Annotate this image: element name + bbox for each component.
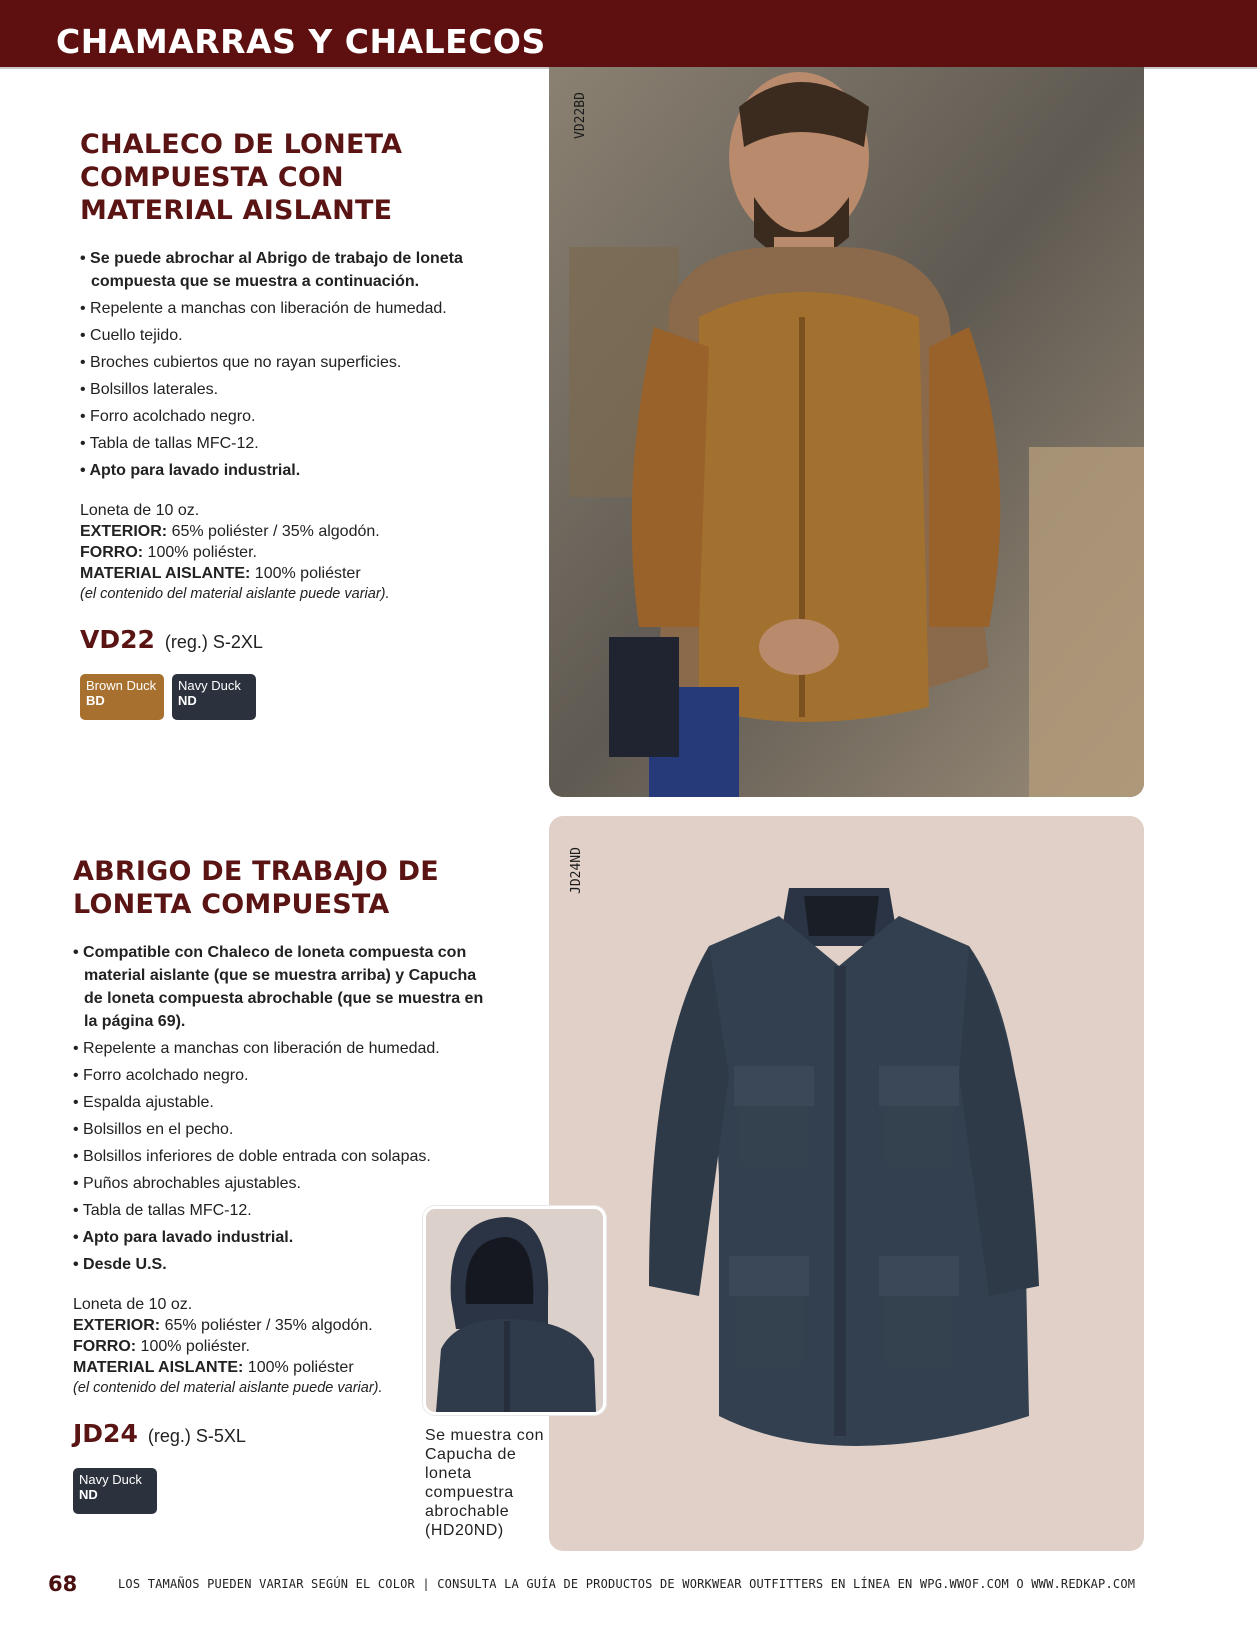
size-range: (reg.) S-5XL	[147, 1426, 246, 1446]
footer-note: LOS TAMAÑOS PUEDEN VARIAR SEGÚN EL COLOR | CONSULTA LA GUÍA DE PRODUCTOS DE WORKWEAR OUTFITTERS EN LÍNEA EN WPG.WWOF.COM O WWW.REDKAP.COM	[118, 1577, 1136, 1591]
feature-item: • Se puede abrochar al Abrigo de trabajo de loneta compuesta que se muestra a continuación.	[80, 247, 500, 293]
style-code: VD22	[80, 625, 155, 654]
fabric-specs: Loneta de 10 oz. EXTERIOR: 65% poliéster / 35% algodón. FORRO: 100% poliéster. MATERIAL AISLANTE: 100% poliéster (el contenido del material aislante puede variar).	[80, 502, 390, 602]
feature-item: • Bolsillos en el pecho.	[73, 1118, 493, 1141]
feature-item: • Cuello tejido.	[80, 324, 500, 347]
feature-item: • Tabla de tallas MFC-12.	[73, 1199, 493, 1222]
coat-product-photo	[549, 816, 1144, 1551]
vest-model-photo	[549, 67, 1144, 797]
style-code: JD24	[73, 1419, 138, 1448]
feature-item: • Repelente a manchas con liberación de humedad.	[80, 297, 500, 320]
feature-item: • Repelente a manchas con liberación de humedad.	[73, 1037, 493, 1060]
product-title-coat: ABRIGO DE TRABAJO DE LONETA COMPUESTA	[73, 856, 439, 920]
feature-item: • Apto para lavado industrial.	[80, 459, 500, 482]
swatch-navy-duck[interactable]: Navy Duck ND	[73, 1468, 157, 1514]
page-title: CHAMARRAS Y CHALECOS	[56, 22, 546, 61]
fabric-specs: Loneta de 10 oz. EXTERIOR: 65% poliéster / 35% algodón. FORRO: 100% poliéster. MATERIAL AISLANTE: 100% poliéster (el contenido del material aislante puede variar).	[73, 1296, 383, 1396]
hood-inset-photo	[423, 1206, 606, 1415]
feature-item: • Tabla de tallas MFC-12.	[80, 432, 500, 455]
size-range: (reg.) S-2XL	[164, 632, 263, 652]
style-code-line	[80, 625, 500, 654]
hood-illustration	[426, 1209, 603, 1412]
swatch-navy-duck[interactable]: Navy Duck ND	[172, 674, 256, 720]
swatch-brown-duck[interactable]: Brown Duck BD	[80, 674, 164, 720]
feature-item: • Compatible con Chaleco de loneta compuesta con material aislante (que se muestra arriba) y Capucha de loneta compuesta abrochable (que se muestra en la página 69).	[73, 941, 493, 1033]
feature-item: • Apto para lavado industrial.	[73, 1226, 493, 1249]
feature-item: • Desde U.S.	[73, 1253, 493, 1276]
feature-item: • Broches cubiertos que no rayan superficies.	[80, 351, 500, 374]
feature-item: • Bolsillos inferiores de doble entrada con solapas.	[73, 1145, 493, 1168]
photo-style-code: VD22BD	[573, 92, 588, 139]
coat-illustration	[549, 816, 1144, 1551]
product-coat	[73, 855, 493, 1514]
product-title-vest: CHALECO DE LONETA COMPUESTA CON MATERIAL AISLANTE	[80, 129, 403, 226]
feature-item: • Bolsillos laterales.	[80, 378, 500, 401]
photo-style-code: JD24ND	[569, 847, 584, 894]
inset-caption: Se muestra con Capucha de loneta compuestra abrochable (HD20ND)	[425, 1427, 545, 1539]
feature-item: • Forro acolchado negro.	[80, 405, 500, 428]
feature-item: • Puños abrochables ajustables.	[73, 1172, 493, 1195]
feature-item: • Forro acolchado negro.	[73, 1064, 493, 1087]
vest-photo-illustration	[549, 67, 1144, 797]
color-swatches	[80, 674, 500, 720]
feature-item: • Espalda ajustable.	[73, 1091, 493, 1114]
product-vest	[80, 128, 500, 720]
page-number: 68	[48, 1572, 78, 1596]
feature-list	[80, 247, 500, 482]
